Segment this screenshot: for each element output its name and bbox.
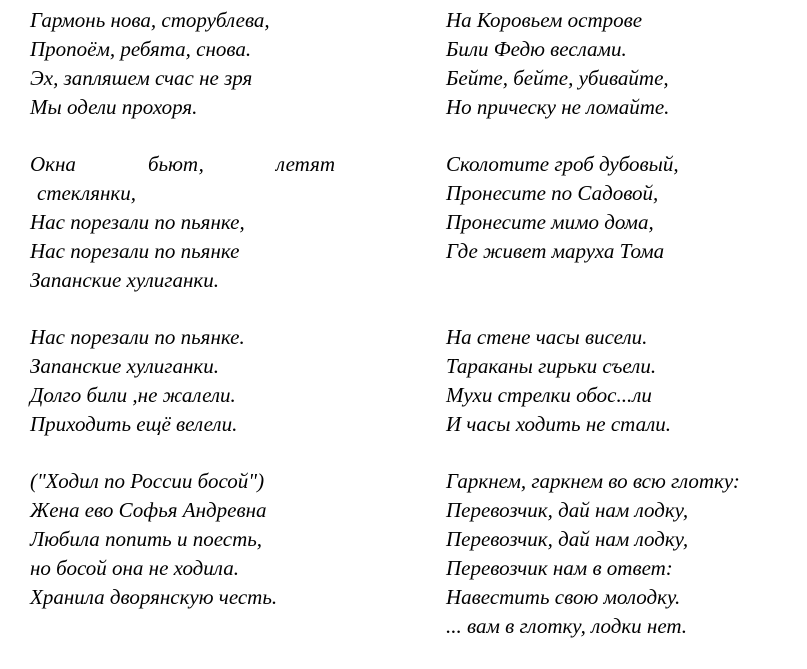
poem-line-justified: [30, 150, 335, 179]
left-stanza-4: [30, 467, 335, 612]
poem-line: Гармонь нова, сторублева,: [30, 8, 270, 32]
poem-line: Пропоём, ребята, снова.: [30, 37, 252, 61]
poem-line: Перевозчик нам в ответ:: [446, 556, 673, 580]
poem-line: Тараканы гирьки съели.: [446, 354, 657, 378]
left-stanza-1: [30, 6, 335, 122]
poem-line: Где живет маруха Тома: [446, 239, 665, 263]
poem-line: Пронесите по Садовой,: [446, 181, 659, 205]
poem-line: На стене часы висели.: [446, 325, 648, 349]
poem-line: На Коровьем острове: [446, 8, 643, 32]
poem-line: Сколотите гроб дубовый,: [446, 152, 679, 176]
poem-line: И часы ходить не стали.: [446, 412, 671, 436]
left-stanza-2: [30, 150, 335, 295]
poem-word: летят: [275, 152, 335, 176]
poem-line: Запанские хулиганки.: [30, 268, 219, 292]
left-poem-column: [30, 6, 335, 640]
poem-line: стеклянки,: [37, 181, 136, 205]
poem-line: Приходить ещё велели.: [30, 412, 238, 436]
poem-line: Долго били ,не жалели.: [30, 383, 236, 407]
poem-line: ("Ходил по России босой"): [30, 469, 265, 493]
right-poem-column: [446, 6, 806, 669]
poem-line: Нас порезали по пьянке: [30, 239, 240, 263]
right-stanza-2: [446, 150, 806, 266]
poem-line: но босой она не ходила.: [30, 556, 239, 580]
right-stanza-1: [446, 6, 806, 122]
poem-line: Жена ево Софья Андревна: [30, 498, 267, 522]
poem-line: Мы одели прохоря.: [30, 95, 198, 119]
poem-line: Мухи стрелки обос...ли: [446, 383, 652, 407]
poem-line: Гаркнем, гаркнем во всю глотку:: [446, 469, 740, 493]
poem-line: Бейте, бейте, убивайте,: [446, 66, 669, 90]
right-stanza-3: [446, 323, 806, 439]
poem-line: Били Федю веслами.: [446, 37, 627, 61]
poem-line: Перевозчик, дай нам лодку,: [446, 527, 689, 551]
poem-line: Хранила дворянскую честь.: [30, 585, 278, 609]
poem-line: Любила попить и поесть,: [30, 527, 263, 551]
poem-line: Эх, запляшем счас не зря: [30, 66, 253, 90]
poem-line: Перевозчик, дай нам лодку,: [446, 498, 689, 522]
poem-line: Запанские хулиганки.: [30, 354, 219, 378]
left-stanza-3: [30, 323, 335, 439]
poem-line: Но прическу не ломайте.: [446, 95, 670, 119]
poem-word: бьют,: [147, 152, 204, 176]
poem-line: Пронесите мимо дома,: [446, 210, 654, 234]
poem-line: Навестить свою молодку.: [446, 585, 681, 609]
right-stanza-4: [446, 467, 806, 641]
poem-line: ... вам в глотку, лодки нет.: [446, 614, 688, 638]
poem-line: Нас порезали по пьянке.: [30, 325, 245, 349]
poem-line: Нас порезали по пьянке,: [30, 210, 245, 234]
poem-word: Окна: [30, 152, 76, 176]
